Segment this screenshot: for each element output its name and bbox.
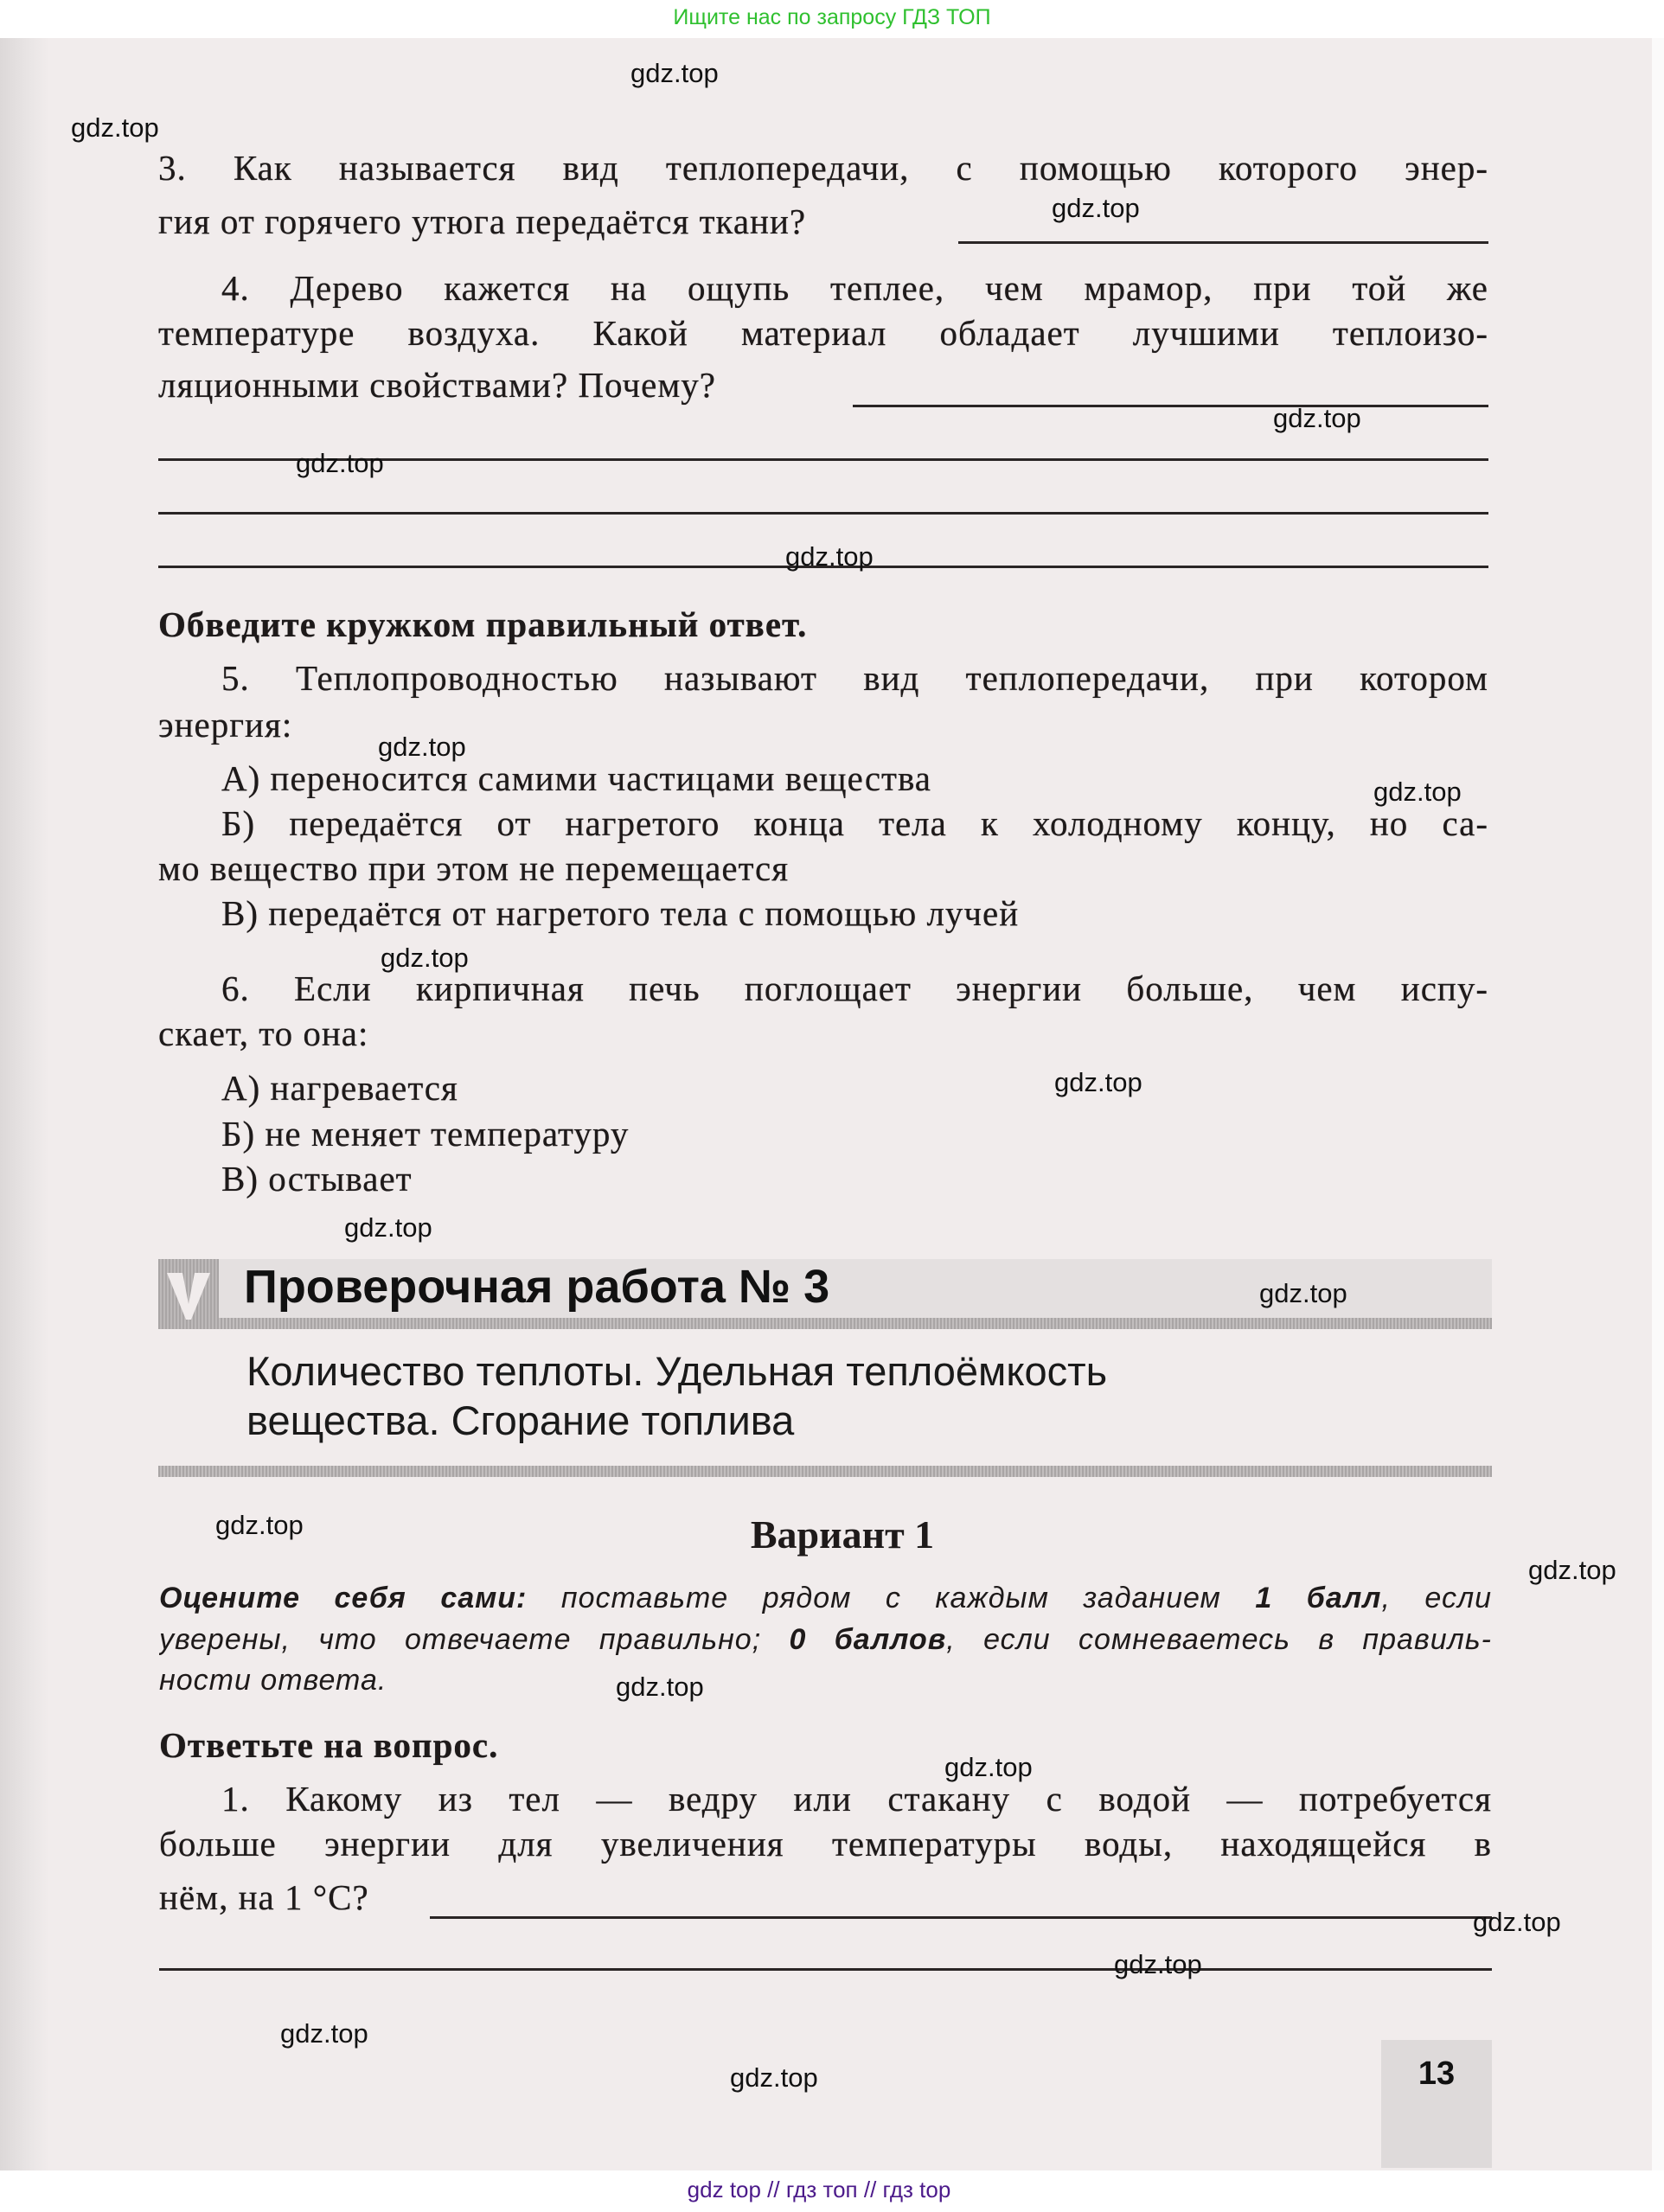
self-assess-text-2: , если (1381, 1582, 1492, 1614)
q4-line-3: ляционными свойствами? Почему? (158, 365, 716, 405)
variant-heading: Вариант 1 (750, 1512, 935, 1557)
q4-line-1: 4. Дерево кажется на ощупь теплее, чем мрамор, при той же (221, 268, 1488, 308)
q3-line-1: 3. Как называется вид теплопередачи, с помощью которого энер- (158, 148, 1488, 188)
q6-option-c[interactable]: В) остывает (221, 1159, 413, 1199)
q1-line-1: 1. Какому из тел — ведру или стакану с водой — потребуется (221, 1779, 1492, 1819)
q5-line-2: энергия: (158, 705, 293, 745)
q4-answer-line-1[interactable] (853, 405, 1488, 407)
watermark: gdz.top (944, 1752, 1033, 1782)
page-number: 13 (1418, 2055, 1456, 2092)
watermark: gdz.top (1528, 1555, 1616, 1585)
watermark: gdz.top (1052, 193, 1140, 223)
watermark: gdz.top (1273, 403, 1361, 433)
watermark: gdz.top (1259, 1278, 1347, 1308)
instruction-answer-question: Ответьте на вопрос. (159, 1725, 499, 1765)
watermark: gdz.top (296, 448, 384, 478)
watermark: gdz.top (730, 2062, 818, 2093)
section-subtitle-line-1: Количество теплоты. Удельная теплоёмкость (246, 1348, 1108, 1394)
header-stripe (158, 1318, 1492, 1329)
self-assess-lead: Оцените себя сами: (159, 1582, 528, 1614)
subtitle-stripe (158, 1466, 1492, 1477)
self-assess-text-3: уверены, что отвечаете правильно; (159, 1623, 790, 1656)
q1-line-3: нём, на 1 °С? (159, 1877, 369, 1917)
q4-answer-line-3[interactable] (158, 512, 1488, 515)
section-subtitle-line-2: вещества. Сгорание топлива (246, 1397, 795, 1443)
footer-links[interactable]: gdz top // гдз топ // гдз top (687, 2177, 951, 2202)
one-point-label: 1 балл (1255, 1582, 1382, 1614)
q6-option-a[interactable]: А) нагревается (221, 1068, 458, 1108)
q5-option-c[interactable]: В) передаётся от нагретого тела с помощью лучей (221, 893, 1020, 933)
watermark: gdz.top (785, 541, 874, 572)
watermark: gdz.top (1114, 1949, 1202, 1979)
q1-answer-line-2[interactable] (159, 1968, 1492, 1971)
self-assess-line-1 (159, 1579, 1492, 1617)
q5-option-b-cont[interactable]: мо вещество при этом не перемещается (158, 848, 790, 888)
watermark: gdz.top (1373, 777, 1462, 807)
watermark: gdz.top (616, 1672, 704, 1702)
q4-line-2: температуре воздуха. Какой материал обладает лучшими теплоизо- (158, 313, 1488, 353)
watermark: gdz.top (381, 943, 469, 973)
q5-option-b[interactable]: Б) передаётся от нагретого конца тела к холодному концу, но са- (221, 803, 1488, 843)
q6-line-2: скает, то она: (158, 1013, 369, 1053)
page-number-box (1381, 2040, 1492, 2168)
self-assess-text-1: поставьте рядом с каждым заданием (527, 1582, 1256, 1614)
section-title: Проверочная работа № 3 (244, 1261, 830, 1313)
search-banner[interactable]: Ищите нас по запросу ГДЗ ТОП (673, 5, 991, 29)
page-right-margin (1652, 38, 1664, 2170)
q5-option-a[interactable]: А) переносится самими частицами вещества (221, 758, 931, 798)
q5-line-1: 5. Теплопроводностью называют вид теплопередачи, при котором (221, 658, 1488, 698)
watermark: gdz.top (1054, 1067, 1142, 1097)
watermark: gdz.top (344, 1212, 432, 1243)
zero-points-label: 0 баллов (789, 1623, 947, 1656)
q1-answer-line-1[interactable] (430, 1916, 1492, 1919)
q3-answer-line[interactable] (958, 241, 1488, 244)
watermark: gdz.top (378, 732, 466, 762)
watermark: gdz.top (630, 58, 719, 88)
watermark: gdz.top (280, 2018, 368, 2049)
instruction-circle-answer: Обведите кружком правильный ответ. (158, 604, 808, 644)
q6-line-1: 6. Если кирпичная печь поглощает энергии больше, чем испу- (221, 969, 1488, 1008)
q1-line-2: больше энергии для увеличения температуры воды, находящейся в (159, 1824, 1492, 1864)
self-assess-line-2 (159, 1621, 1492, 1659)
watermark: gdz.top (1473, 1907, 1561, 1937)
watermark: gdz.top (215, 1510, 304, 1540)
q6-option-b[interactable]: Б) не меняет температуру (221, 1114, 630, 1154)
page-binding-edge (0, 38, 49, 2170)
checkmark-icon (158, 1259, 219, 1329)
watermark: gdz.top (71, 112, 159, 143)
q3-line-2: гия от горячего утюга передаётся ткани? (158, 201, 807, 241)
self-assess-text-4: , если сомневаетесь в правиль- (946, 1623, 1492, 1656)
self-assess-line-3: ности ответа. (159, 1664, 387, 1697)
